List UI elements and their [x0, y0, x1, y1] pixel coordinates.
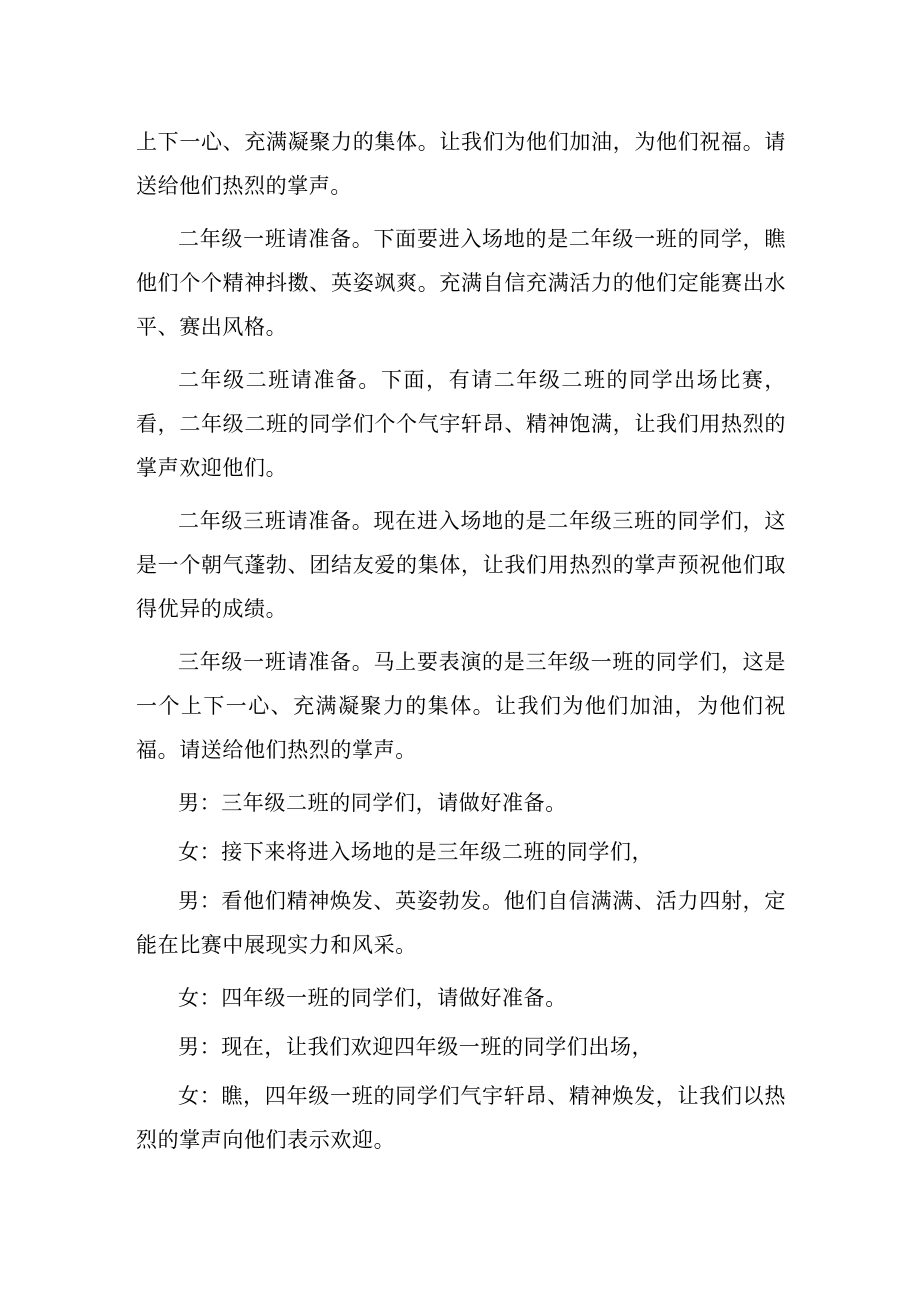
paragraph-grade2-class1: 二年级一班请准备。下面要进入场地的是二年级一班的同学，瞧他们个个精神抖擞、英姿飒爽。充满自信充满活力的他们定能赛出水平、赛出风格。: [136, 227, 786, 339]
dialogue-line-male-1: 男：三年级二班的同学们，请做好准备。: [178, 791, 567, 815]
paragraph-grade2-class3: 二年级三班请准备。现在进入场地的是二年级三班的同学们，这是一个朝气蓬勃、团结友爱的集体，让我们用热烈的掌声预祝他们取得优异的成绩。: [136, 509, 786, 621]
dialogue-line-male-2: 男：看他们精神焕发、英姿勃发。他们自信满满、活力四射，定能在比赛中展现实力和风采。: [136, 889, 786, 957]
paragraph-grade3-class1: 三年级一班请准备。马上要表演的是三年级一班的同学们，这是一个上下一心、充满凝聚力的集体。让我们为他们加油，为他们祝福。请送给他们热烈的掌声。: [136, 650, 786, 762]
document-body: [136, 120, 786, 1171]
paragraph-grade2-class2: 二年级二班请准备。下面，有请二年级二班的同学出场比赛，看，二年级二班的同学们个个气宇轩昂、精神饱满，让我们用热烈的掌声欢迎他们。: [136, 368, 786, 480]
dialogue-line-female-1: 女：接下来将进入场地的是三年级二班的同学们，: [178, 840, 654, 864]
dialogue-line-female-3: 女：瞧，四年级一班的同学们气宇轩昂、精神焕发，让我们以热烈的掌声向他们表示欢迎。: [136, 1084, 786, 1152]
dialogue-line-male-3: 男：现在，让我们欢迎四年级一班的同学们出场，: [178, 1035, 654, 1059]
paragraph-continuation: 上下一心、充满凝聚力的集体。让我们为他们加油，为他们祝福。请送给他们热烈的掌声。: [136, 130, 786, 198]
dialogue-line-female-2: 女：四年级一班的同学们，请做好准备。: [178, 986, 567, 1010]
